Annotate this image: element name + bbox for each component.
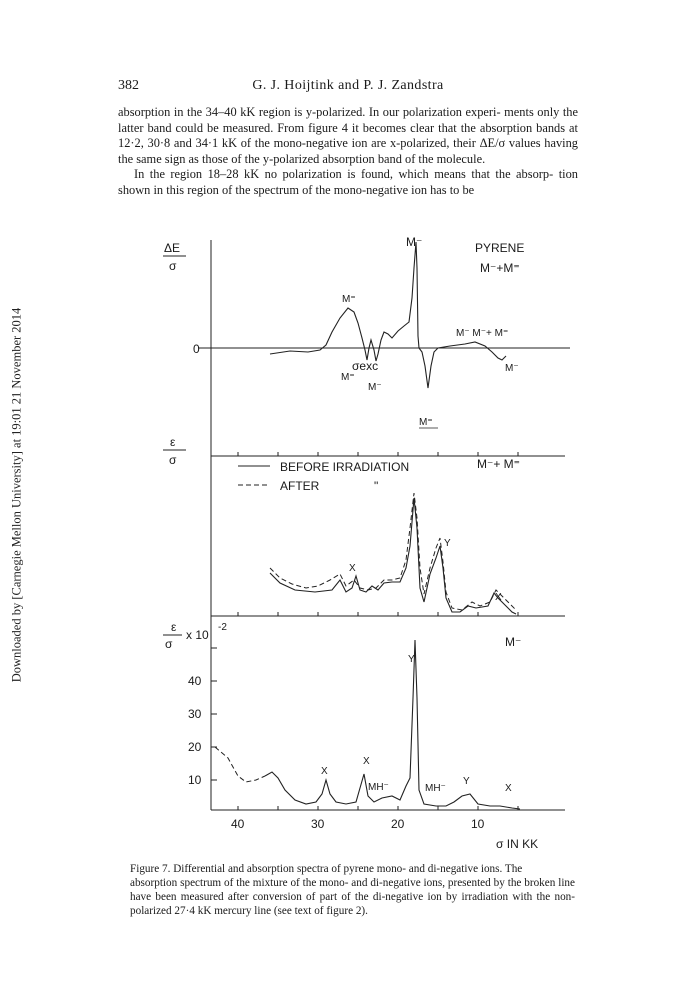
x-axis-unit: σ IN KK xyxy=(496,837,539,851)
text-line: are x-polarized, their ΔE/σ values having the same sign as those of the y-polarized xyxy=(118,136,578,166)
text-line: tion shown in this region of the spectrum of the mono-negative ion has to be xyxy=(118,167,578,197)
download-note: Downloaded by [Carnegie Mellon University] at 19:01 21 November 2014 xyxy=(9,307,24,683)
caption-line: Figure 7. Differential and absorption spectra of pyrene mono- and di-negative ions. The xyxy=(130,863,523,875)
text-line: In the region 18–28 kK no polarization is found, which means that the absorp- xyxy=(134,167,554,182)
page-number: 382 xyxy=(118,78,139,93)
label-m-dineg: M⁼ xyxy=(342,294,356,305)
text-line: absorption in the 34–40 kK region is y-polarized. In our polarization experi- xyxy=(118,105,501,119)
label-m-minus-right: M⁻ xyxy=(505,363,519,374)
panel1-title-line1: PYRENE xyxy=(475,241,525,255)
figure-7 xyxy=(120,228,580,858)
mixture-after-curve xyxy=(270,493,516,610)
ytick-10: 10 xyxy=(188,773,202,787)
download-watermark xyxy=(10,290,24,700)
label-m-mix: M⁻ M⁻+ M⁼ xyxy=(456,328,509,339)
figure-caption xyxy=(130,862,575,918)
caption-line: absorption spectrum of the mixture of the mono- and di-negative ions, presented xyxy=(130,877,491,889)
label-m-minus-low: M⁻ xyxy=(368,382,382,393)
caption-line: by the broken line have been measured after conversion of part of the di-negative xyxy=(130,877,575,903)
label-y-mix: Y xyxy=(444,538,451,549)
panel3-yscale-exp: -2 xyxy=(218,622,227,633)
panel3-ylabel-bottom: σ xyxy=(165,637,173,651)
page-header xyxy=(118,78,578,98)
text-line: absorption band of the molecule. xyxy=(322,151,486,166)
differential-curve xyxy=(270,242,509,388)
label-m-dineg-dip: M⁼ xyxy=(419,417,433,428)
label-x-mono-right: X xyxy=(505,783,512,794)
xtick-10: 10 xyxy=(471,817,485,831)
panel1-ylabel-top: ΔE xyxy=(164,241,181,255)
body-text xyxy=(118,105,578,199)
mono-negative-curve xyxy=(265,640,520,809)
label-m-dineg-low: M⁼ xyxy=(341,372,355,383)
paragraph-2 xyxy=(118,167,578,198)
panel1-ylabel-bottom: σ xyxy=(169,259,177,273)
xtick-40: 40 xyxy=(231,817,245,831)
panel2-ylabel-top: ε xyxy=(170,435,176,449)
mono-negative-dashed-tail xyxy=(215,747,265,782)
label-x-mix-left: X xyxy=(349,563,356,574)
zero-label: 0 xyxy=(193,342,200,356)
legend-ditto: " xyxy=(374,479,379,493)
panel2-ylabel-bottom: σ xyxy=(169,453,177,467)
text-line: that the absorption bands at 12·2, 30·8 and 34·1 kK of the mono-negative ion xyxy=(118,120,578,151)
panel3-yscale: x 10 xyxy=(186,628,209,642)
label-x-mono-2: X xyxy=(363,756,370,767)
legend-solid-label: BEFORE IRRADIATION xyxy=(280,460,410,474)
label-x-mix-right: X xyxy=(495,592,502,603)
text-line: ments only the latter band could be measured. From figure 4 it becomes clear xyxy=(118,105,579,135)
paragraph-1 xyxy=(118,105,578,167)
label-mh-right: MH⁻ xyxy=(425,783,446,794)
xtick-20: 20 xyxy=(391,817,405,831)
label-mh-left: MH⁻ xyxy=(368,782,389,793)
label-m-minus-peak: M⁻ xyxy=(406,235,423,249)
label-y-mono: Y xyxy=(408,654,415,665)
panel3-title: M⁻ xyxy=(505,635,522,649)
ytick-20: 20 xyxy=(188,740,202,754)
running-title: G. J. Hoijtink and P. J. Zandstra xyxy=(252,78,444,93)
label-sigma-exc: σexc xyxy=(352,359,379,373)
ytick-40: 40 xyxy=(188,674,202,688)
panel3-ylabel-top: ε xyxy=(171,620,177,634)
xtick-30: 30 xyxy=(311,817,325,831)
mixture-before-curve xyxy=(270,498,516,614)
label-y-mono-right: Y xyxy=(463,776,470,787)
caption-line: ion by irradiation with the non-polarized 27·4 kK mercury line (see text of figure 2). xyxy=(130,891,575,917)
panel1-title-line2: M⁻+M⁼ xyxy=(480,261,520,275)
label-x-mono-1: X xyxy=(321,766,328,777)
ytick-30: 30 xyxy=(188,707,202,721)
legend-dashed-label: AFTER xyxy=(280,479,320,493)
panel2-title: M⁻+ M⁼ xyxy=(477,457,521,471)
